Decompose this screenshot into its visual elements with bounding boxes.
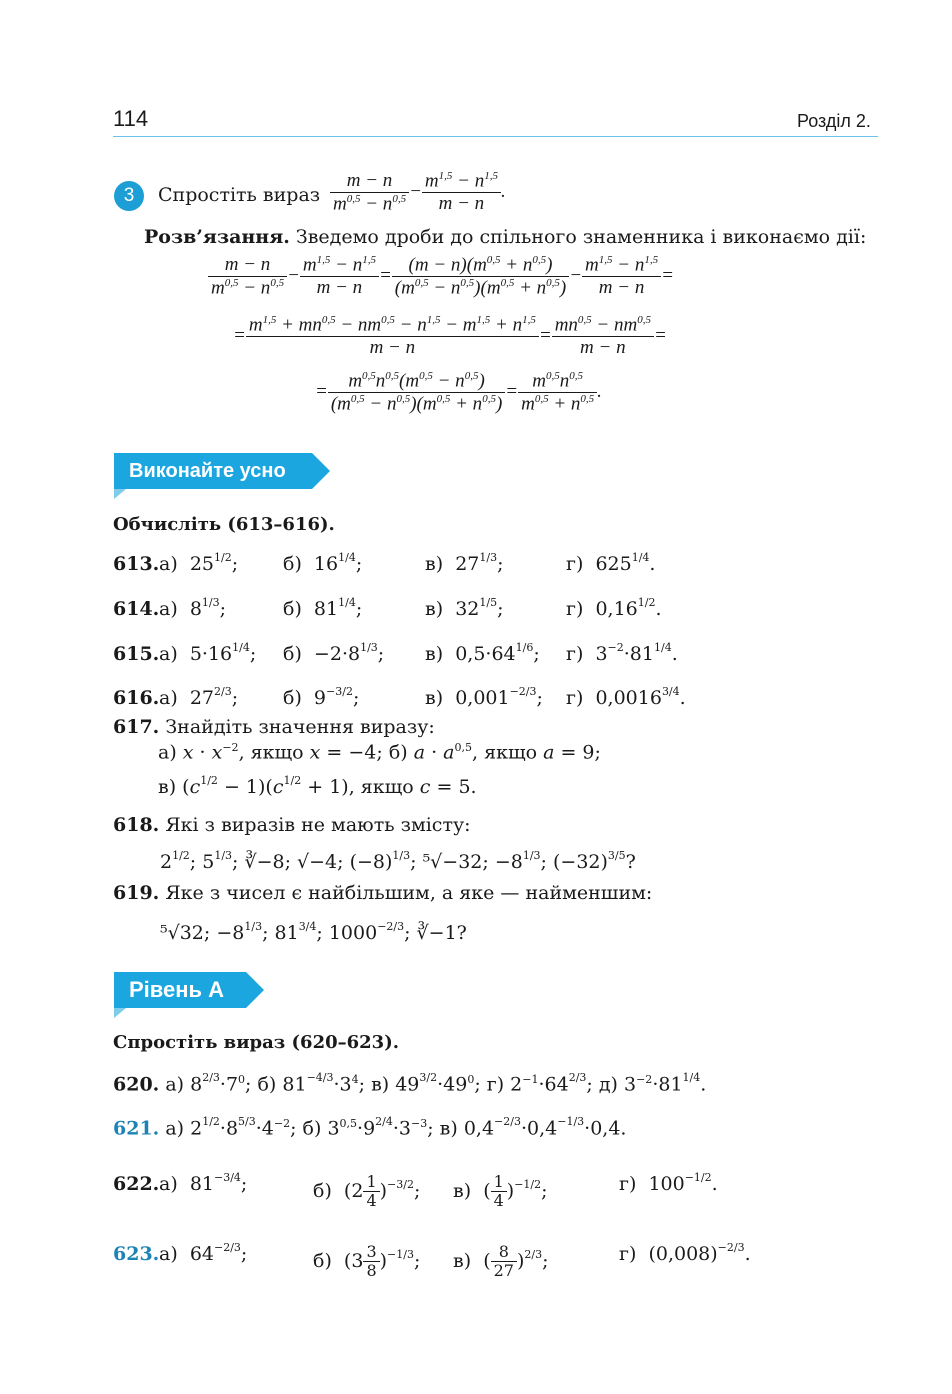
task-number: 613. — [113, 553, 160, 575]
task-number: 620. — [113, 1073, 160, 1096]
task-617-ab: а) $x \cdot x^{-2}$, якщо x = −4; б) $a \cdot a^{0,5}$, якщо a = 9; — [158, 741, 601, 764]
task-number: 614. — [113, 598, 160, 620]
task-number: 617. — [113, 716, 160, 738]
task-619-text: Яке з чисел є найбільшим, а яке — найменшим: — [165, 882, 653, 904]
example-prompt: Спростіть вираз — [158, 184, 321, 206]
task-614: 614. а) $8^{1/3}$; б) $81^{1/4}$; в) $32^{1/5}$; г) $0,16^{1/2}$. — [113, 596, 662, 620]
task-615: 615. а) $5\cdot 16^{1/4}$; $б) -2\cdot 8^{1/3}$; в) $0,5\cdot 64^{1/6}$; г) $3^{-2}\cdot 81^{1/4}$. — [113, 641, 678, 665]
task-618 — [113, 814, 471, 836]
task-number: 619. — [113, 882, 160, 904]
task-618-text: Які з виразів не мають змісту: — [165, 814, 471, 836]
example-badge: 3 — [114, 181, 144, 211]
solution-step-1: $\frac{m - n}{m^{0,5} - n^{0,5}}$ − $\frac{m^{1,5} - n^{1,5}}{m - n}$ = $\frac{(m - n)(m^{0,5} + n^{0,5})}{(m^{0,5} - n^{0,5})(m^{0,5} + n^{0,5})}$ − $\frac{m^{1,5} - n^{1,5}}{m - n}$ = — [208, 254, 674, 299]
task-number: 616. — [113, 687, 160, 709]
task-621: 621. а) $2^{1/2}\cdot 8^{5/3}\cdot 4^{-2}$; б) $3^{0,5}\cdot 9^{2/4}\cdot 3^{-3}$; в) $0,4^{-2/3}\cdot 0,4^{-1/3}\cdot 0,4$. — [113, 1115, 627, 1140]
solution-text: Зведемо дроби до спільного знаменника і виконаємо дії: — [295, 226, 867, 248]
task-number: 623. — [113, 1243, 160, 1265]
solution-step-3: = $\frac{m^{0,5}n^{0,5}(m^{0,5} - n^{0,5})}{(m^{0,5} - n^{0,5})(m^{0,5} + n^{0,5})}$ = $\frac{m^{0,5}n^{0,5}}{m^{0,5} + n^{0,5}}$ . — [315, 370, 602, 415]
header-rule — [113, 136, 878, 137]
example-expression: $\frac{m - n}{m^{0,5} - n^{0,5}}$ − $\frac{m^{1,5} - n^{1,5}}{m - n}$ . — [330, 170, 506, 215]
page-number: 114 — [113, 106, 149, 131]
task-617-text: Знайдіть значення виразу: — [165, 716, 435, 738]
section-title-oral: Виконайте усно — [129, 460, 286, 482]
task-number: 618. — [113, 814, 160, 836]
task-617 — [113, 716, 435, 738]
section-title-level-a: Рівень А — [129, 977, 225, 1002]
task-623: 623. а) $64^{-2/3}$; б) (3 $\frac{3}{8}$ )$^{-1/3}$; в) ( $\frac{8}{27}$ )$^{2/3}$; г) $(0,008)^{-2/3}$. — [113, 1241, 751, 1281]
task-619 — [113, 882, 652, 904]
task-number: 622. — [113, 1173, 160, 1195]
task-618-list: $2^{1/2}$; $5^{1/3}$; ∛−8; √−4; $(-8)^{1/3}$; ⁵√−32; $-8^{1/3}$; $(-32)^{3/5}$? — [160, 849, 636, 873]
task-620: 620. а) $8^{2/3}\cdot 7^0$; б) $81^{-4/3}\cdot 3^4$; в) $49^{3/2}\cdot 49^0$; г) $2^{-1}\cdot 64^{2/3}$; д) $3^{-2}\cdot 81^{1/4}$. — [113, 1071, 707, 1096]
task-617-c: в) $(c^{1/2} - 1)(c^{1/2} + 1)$, якщо c = 5. — [158, 774, 477, 798]
chapter-title: Розділ 2. — [797, 111, 871, 131]
task-613: 613. а) $25^{1/2}$; б) $16^{1/4}$; в) $27^{1/3}$; г) $625^{1/4}$. — [113, 551, 656, 575]
task-616: 616. а) $27^{2/3}$; б) $9^{-3/2}$; в) $0,001^{-2/3}$; г) $0,0016^{3/4}$. — [113, 685, 686, 709]
task-619-list: ⁵√32; $-8^{1/3}$; $81^{3/4}$; $1000^{-2/3}$; ∛−1? — [160, 920, 467, 944]
task-number: 621. — [113, 1117, 160, 1140]
section-banner-oral — [114, 453, 330, 489]
solution-step-2: = $\frac{m^{1,5} + mn^{0,5} - nm^{0,5} - n^{1,5} - m^{1,5} + n^{1,5}}{m - n}$ = $\frac{mn^{0,5} - nm^{0,5}}{m - n}$ = — [233, 314, 667, 359]
solution-line — [144, 226, 866, 248]
oral-instruction: Обчисліть (613–616). — [113, 514, 335, 535]
section-banner-level-a — [114, 972, 264, 1008]
task-number: 615. — [113, 643, 160, 665]
task-622: 622. а) $81^{-3/4}$; б) (2 $\frac{1}{4}$ )$^{-3/2}$; в) ( $\frac{1}{4}$ )$^{-1/2}$; г) $100^{-1/2}$. — [113, 1171, 718, 1211]
solution-label: Розв’язання. — [144, 226, 290, 248]
level-a-instruction: Спростіть вираз (620–623). — [113, 1032, 399, 1053]
